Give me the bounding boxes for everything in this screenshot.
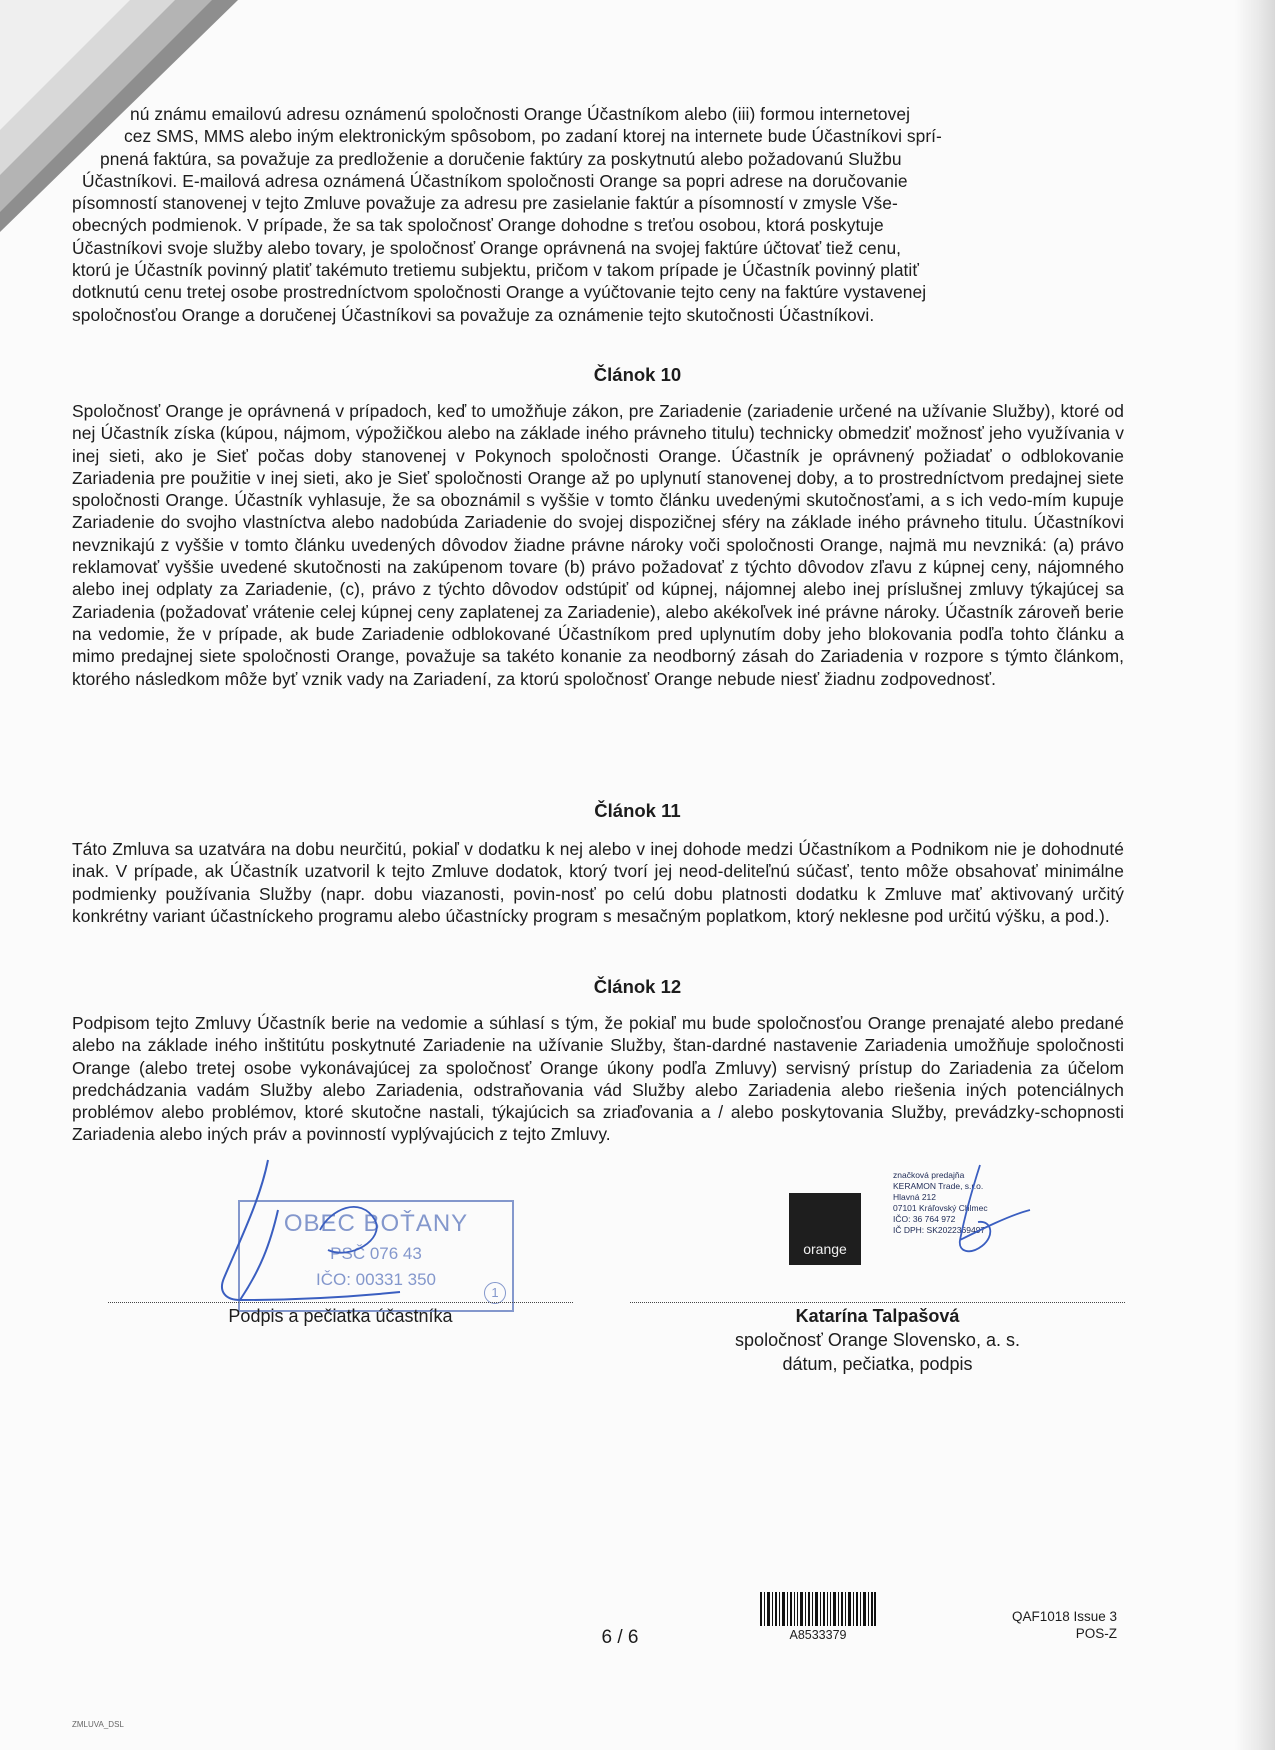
municipality-stamp bbox=[238, 1200, 514, 1312]
article-11-text: Táto Zmluva sa uzatvára na dobu neurčitú, pokiaľ v dodatku k nej alebo v inej dohode medzi Účastníkom a Podnikom nie je dohodnuté inak. V prípade, ak Účastník uzatvoril k tejto Zmluve dodatok, ktorý tvorí jej neod-deliteľnú súčasť, tento môže obsahovať minimálne podmienky používania Služby (napr. dobu viazanosti, povin-nosť po celú dobu platnosti dodatku k Zmluve mať aktivovaný určitý konkrétny variant účastníckeho programu alebo účastnícky program s mesačným poplatkom, ktorý neklesne pod určitú výšku, a pod.). bbox=[72, 839, 1124, 926]
stamp-municipality-name: OBEC BOŤANY bbox=[283, 1210, 469, 1237]
intro-line: spoločnosťou Orange a doručenej Účastníkovi sa považuje za oznámenie tejto skutočnosti Účastníkovi. bbox=[72, 304, 875, 325]
intro-line: dotknutú cenu tretej osobe prostredníctvom spoločnosti Orange a vyúčtovanie tejto ceny na faktúre vystavenej bbox=[72, 282, 927, 303]
operator-company-name: spoločnosť Orange Slovensko, a. s. bbox=[735, 1330, 1020, 1350]
article-10-heading: Článok 10 bbox=[593, 364, 682, 385]
seller-stamp-line: IČO: 36 764 972 bbox=[893, 1214, 956, 1224]
seller-stamp-line: 07101 Kráľovský Chlmec bbox=[893, 1203, 988, 1213]
seller-stamp-line: KERAMON Trade, s.r.o. bbox=[893, 1181, 984, 1191]
form-code bbox=[1000, 1608, 1117, 1642]
stamp-number-circle: 1 bbox=[484, 1282, 506, 1304]
barcode-image bbox=[760, 1592, 876, 1626]
stamp-postal-code: PSČ 076 43 bbox=[330, 1244, 422, 1263]
intro-line: obecných podmienok. V prípade, že sa tak spoločnosť Orange dohodne s treťou osobou, ktorá poskytuje bbox=[72, 215, 884, 236]
operator-signature-line bbox=[630, 1302, 1125, 1303]
form-code-issue: QAF1018 Issue 3 bbox=[1011, 1609, 1117, 1624]
participant-signature-line bbox=[108, 1302, 573, 1303]
intro-line: pnená faktúra, sa považuje za predloženie a doručenie faktúry za poskytnutú alebo požadovanú Službu bbox=[100, 148, 902, 169]
stamp-company-id: IČO: 00331 350 bbox=[315, 1270, 437, 1289]
intro-line: cez SMS, MMS alebo iným elektronickým spôsobom, po zadaní ktorej na internete bude Účastníkovi sprí- bbox=[124, 126, 942, 147]
operator-representative-name: Katarína Talpašová bbox=[795, 1306, 960, 1326]
page-edge-shadow bbox=[1235, 0, 1275, 1750]
article-12-heading: Článok 12 bbox=[593, 976, 682, 997]
barcode-number: A8533379 bbox=[789, 1628, 847, 1642]
page-number: 6 / 6 bbox=[601, 1627, 639, 1648]
seller-stamp-line: Hlavná 212 bbox=[893, 1192, 937, 1202]
intro-paragraph bbox=[72, 103, 1124, 326]
intro-line: Účastníkovi svoje služby alebo tovary, je spoločnosť Orange oprávnená na svojej faktúre účtovať tiež cenu, bbox=[72, 237, 902, 258]
operator-signature-label: dátum, pečiatka, podpis bbox=[782, 1354, 973, 1374]
intro-line: nú známu emailovú adresu oznámenú spoločnosti Orange Účastníkom alebo (iii) formou internetovej bbox=[130, 104, 910, 124]
participant-signature-label: Podpis a pečiatka účastníka bbox=[228, 1306, 453, 1326]
seller-stamp-line: IČ DPH: SK2022369497 bbox=[893, 1225, 986, 1235]
orange-logo-word: orange bbox=[803, 1241, 847, 1257]
seller-stamp-line: značková predajňa bbox=[893, 1170, 965, 1180]
intro-line: písomností stanovenej v tejto Zmluve považuje za adresu pre zasielanie faktúr a písomností v zmysle Vše- bbox=[72, 193, 898, 214]
seller-stamp bbox=[893, 1170, 1043, 1236]
intro-line: Účastníkovi. E-mailová adresa oznámená Účastníkom spoločnosti Orange sa popri adrese na doručovanie bbox=[82, 170, 908, 191]
form-code-type: POS-Z bbox=[1075, 1626, 1117, 1641]
intro-line: ktorú je Účastník povinný platiť takémuto tretiemu subjektu, pričom v takom prípade je Účastník povinný platiť bbox=[72, 260, 919, 281]
document-code-small: ZMLUVA_DSL bbox=[72, 1720, 124, 1729]
article-10-text: Spoločnosť Orange je oprávnená v prípadoch, keď to umožňuje zákon, pre Zariadenie (zariadenie určené na užívanie Služby), ktoré od nej Účastník získa (kúpou, nájmom, výpožičkou alebo na základe iného právneho titulu) technicky obmedziť možnosť jeho využívania v inej sieti, ako je Sieť počas doby stanovenej v Pokynoch spoločnosti Orange. Účastník je oprávnený požiadať o odblokovanie Zariadenia pre použitie v inej sieti, ako je Sieť spoločnosti Orange až po uplynutí stanovenej doby, a to prostredníctvom predajnej siete spoločnosti Orange. Účastník vyhlasuje, že sa oboznámil s vyššie v tomto článku uvedenými skutočnosťami, a s ich vedo-mím kupuje Zariadenie do svojho vlastníctva alebo nadobúda Zariadenie do svojej dispozičnej sféry na základe iného právneho titulu. Účastníkovi nevznikajú z vyššie v tomto článku uvedených dôvodov žiadne právne nároky voči spoločnosti Orange, najmä mu nevzniká: (a) právo reklamovať vyššie uvedené skutočnosti na zakúpenom tovare (b) právo požadovať z týchto dôvodov zľavu z kúpnej ceny, nájomného alebo inej odplaty za Zariadenie, (c), právo z týchto dôvodov odstúpiť od kúpnej, nájomnej alebo inej príslušnej zmluvy týkajúcej sa Zariadenia (požadovať vrátenie celej kúpnej ceny zaplatenej za Zariadenie), alebo akékoľvek iné právne nároky. Účastník zároveň berie na vedomie, že v prípade, ak bude Zariadenie odblokované Účastníkom pred uplynutím doby jeho blokovania podľa tohto článku a mimo predajnej siete spoločnosti Orange, považuje sa takéto konanie za neodborný zásah do Zariadenia v rozpore s týmto článkom, ktorého následkom môže byť vznik vady na Zariadení, za ktorú spoločnosť Orange nebude niesť žiadnu zodpovednosť. bbox=[72, 401, 1124, 689]
article-11-heading: Článok 11 bbox=[594, 800, 681, 821]
orange-logo bbox=[789, 1193, 861, 1265]
article-12-text: Podpisom tejto Zmluvy Účastník berie na vedomie a súhlasí s tým, že pokiaľ mu bude spoločnosťou Orange prenajaté alebo predané alebo na základe iného inštitútu poskytnuté Zariadenie na užívanie Služby, štan-dardné nastavenie Zariadenia umožňuje spoločnosti Orange (alebo tretej osobe vykonávajúcej za spoločnosť Orange úkony podľa Zmluvy) servisný prístup do Zariadenia za účelom predchádzania vadám Služby alebo Zariadenia, odstraňovania vád Služby alebo Zariadenia alebo riešenia iných potenciálnych problémov alebo problémov, ktoré skutočne nastali, týkajúcich sa zriaďovania a / alebo poskytovania Služby, prevádzky-schopnosti Zariadenia alebo iných práv a povinností vyplývajúcich z tejto Zmluvy. bbox=[72, 1013, 1124, 1145]
